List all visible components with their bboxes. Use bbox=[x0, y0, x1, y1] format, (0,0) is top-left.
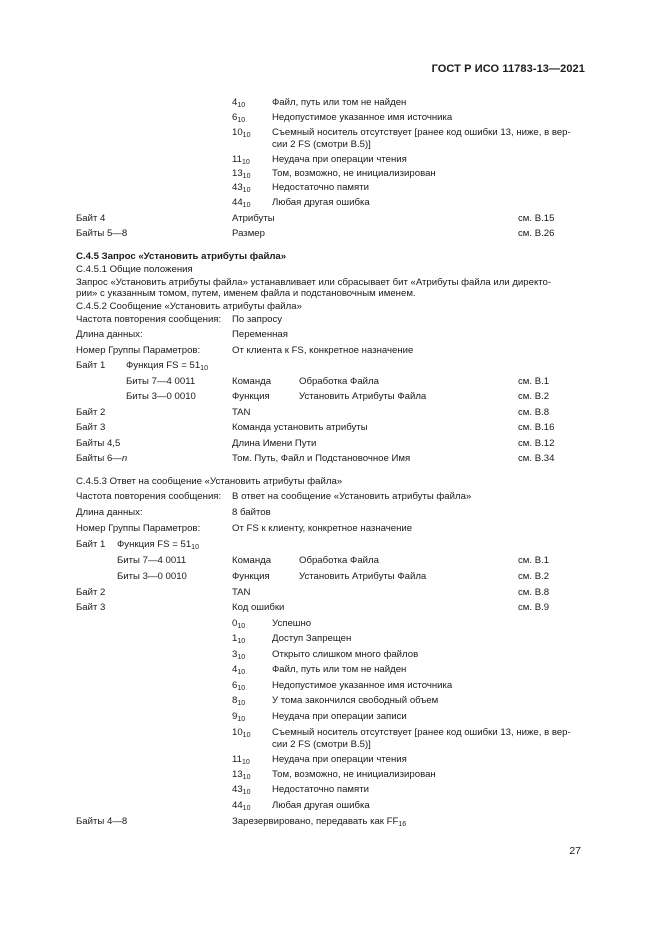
code-item: $0_{10}$ Успешно bbox=[232, 618, 312, 630]
code-item: $13_{10}$ Том, возможно, не инициализирован bbox=[232, 168, 436, 180]
document-header: ГОСТ Р ИСО 11783-13—2021 bbox=[431, 63, 585, 75]
property-row: Длина данных: Переменная bbox=[76, 329, 288, 340]
bits-row: Биты 3—0 0010 Функция Установить Атрибуты Файла см. В.2 bbox=[117, 571, 550, 582]
paragraph-line: рии» с указанным томом, путем, именем файла и подстановочным именем. bbox=[76, 288, 416, 299]
code-item: $8_{10}$ У тома закончился свободный объем bbox=[232, 695, 439, 707]
code-item: $43_{10}$ Недостаточно памяти bbox=[232, 182, 369, 194]
byte-row: Байты 4,5 Длина Имени Пути см. В.12 bbox=[76, 438, 555, 449]
code-item-continuation: сии 2 FS (смотри В.5)] bbox=[272, 739, 371, 750]
code-item: $4_{10}$ Файл, путь или том не найден bbox=[232, 664, 407, 676]
bits-row: Биты 7—4 0011 Команда Обработка Файла см. В.1 bbox=[126, 376, 550, 387]
property-row: Частота повторения сообщения: В ответ на сообщение «Установить атрибуты файла» bbox=[76, 491, 472, 502]
byte1-row: Байт 1 Функция FS = $51_{10}$ bbox=[76, 539, 199, 551]
code-item: $10_{10}$ Съемный носитель отсутствует [ранее код ошибки 13, ниже, в вер- bbox=[232, 127, 571, 139]
byte-row: Байт 2 TAN см. В.8 bbox=[76, 587, 550, 598]
code-item: $3_{10}$ Открыто слишком много файлов bbox=[232, 649, 419, 661]
byte-row: Байты 4—8 Зарезервировано, передавать как $FF_{16}$ bbox=[76, 816, 407, 828]
code-item: $44_{10}$ Любая другая ошибка bbox=[232, 197, 370, 209]
code-item: $43_{10}$ Недостаточно памяти bbox=[232, 784, 369, 796]
page-number: 27 bbox=[569, 845, 581, 857]
code-item: $10_{10}$ Съемный носитель отсутствует [ранее код ошибки 13, ниже, в вер- bbox=[232, 727, 571, 739]
code-item: $13_{10}$ Том, возможно, не инициализирован bbox=[232, 769, 436, 781]
subsection-heading: С.4.5.2 Сообщение «Установить атрибуты файла» bbox=[76, 301, 302, 312]
subsection-heading: С.4.5.1 Общие положения bbox=[76, 264, 193, 275]
property-row: Номер Группы Параметров: От клиента к FS, конкретное назначение bbox=[76, 345, 414, 356]
code-item: $6_{10}$ Недопустимое указанное имя источника bbox=[232, 680, 453, 692]
code-item: $11_{10}$ Неудача при операции чтения bbox=[232, 754, 407, 766]
section-heading: С.4.5 Запрос «Установить атрибуты файла» bbox=[76, 251, 287, 262]
code-item: $11_{10}$ Неудача при операции чтения bbox=[232, 154, 407, 166]
bits-row: Биты 7—4 0011 Команда Обработка Файла см. В.1 bbox=[117, 555, 550, 566]
byte-row: Байты 5—8 Размер см. В.26 bbox=[76, 228, 555, 239]
byte-row: Байт 4 Атрибуты см. В.15 bbox=[76, 213, 555, 224]
subsection-heading: С.4.5.3 Ответ на сообщение «Установить атрибуты файла» bbox=[76, 476, 343, 487]
code-item: $4_{10}$ Файл, путь или том не найден bbox=[232, 97, 407, 109]
byte-row: Байт 2 TAN см. В.8 bbox=[76, 407, 550, 418]
property-row: Номер Группы Параметров: От FS к клиенту, конкретное назначение bbox=[76, 523, 413, 534]
paragraph-line: Запрос «Установить атрибуты файла» устанавливает или сбрасывает бит «Атрибуты файла или директо- bbox=[76, 277, 552, 288]
byte1-row: Байт 1 Функция FS = $51_{10}$ bbox=[76, 360, 208, 372]
code-item-continuation: сии 2 FS (смотри В.5)] bbox=[272, 139, 371, 150]
property-row: Длина данных: 8 байтов bbox=[76, 507, 271, 518]
code-item: $9_{10}$ Неудача при операции записи bbox=[232, 711, 407, 723]
code-item: $6_{10}$ Недопустимое указанное имя источника bbox=[232, 112, 453, 124]
code-item: $44_{10}$ Любая другая ошибка bbox=[232, 800, 370, 812]
byte-row: Байты 6—n Том. Путь, Файл и Подстановочное Имя см. В.34 bbox=[76, 453, 555, 464]
property-row: Частота повторения сообщения: По запросу bbox=[76, 314, 283, 325]
code-item: $1_{10}$ Доступ Запрещен bbox=[232, 633, 352, 645]
bits-row: Биты 3—0 0010 Функция Установить Атрибуты Файла см. В.2 bbox=[126, 391, 550, 402]
byte-row: Байт 3 Команда установить атрибуты см. В.16 bbox=[76, 422, 555, 433]
byte-row: Байт 3 Код ошибки см. В.9 bbox=[76, 602, 550, 613]
